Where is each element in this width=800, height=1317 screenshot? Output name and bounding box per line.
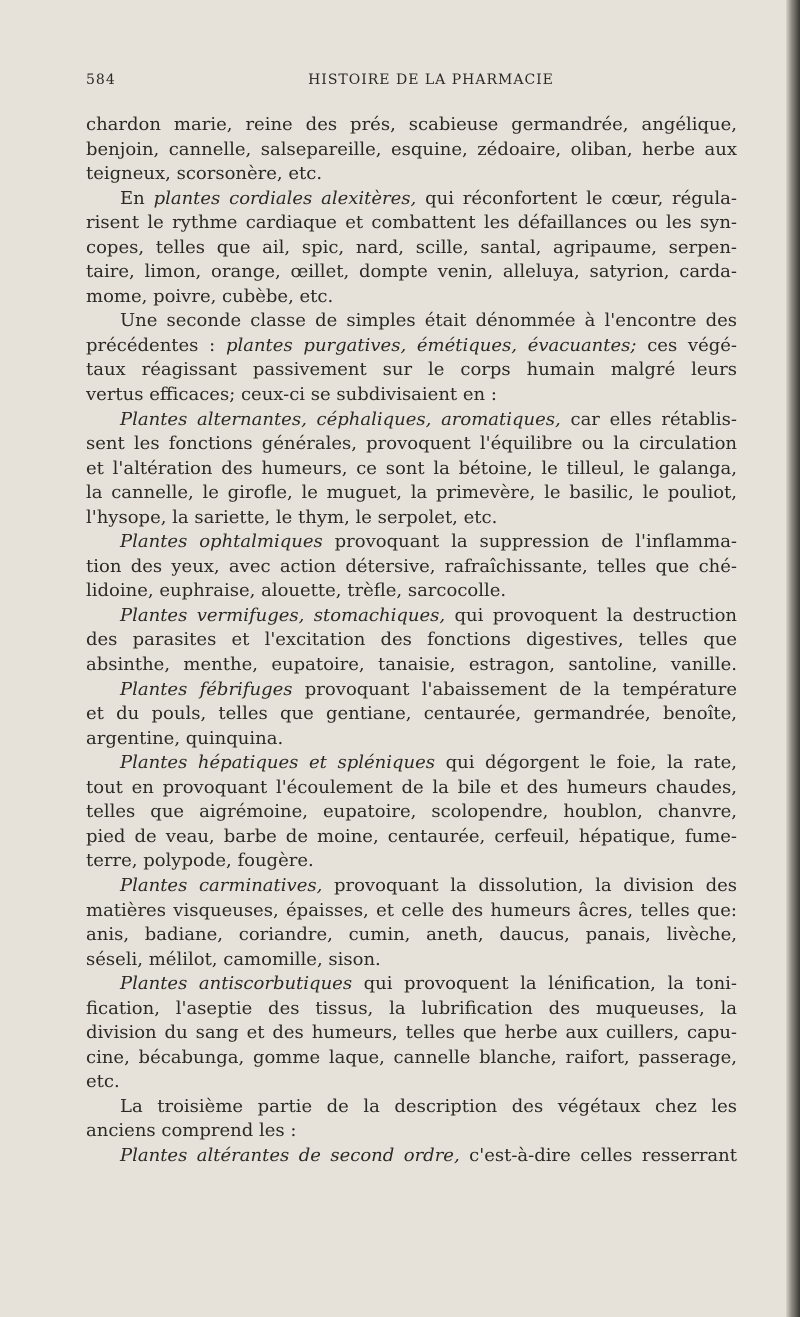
- text-segment: terre, polypode, fougère.: [86, 850, 314, 872]
- text-line: [86, 972, 737, 997]
- text-line: [86, 506, 737, 531]
- text-line: [86, 481, 737, 506]
- text-segment: benjoin, cannelle, salsepareille, esquine, zédoaire, oliban, herbe aux: [86, 138, 737, 160]
- text-segment: c'est-à-dire celles resserrant: [459, 1144, 737, 1166]
- text-line: [86, 948, 737, 973]
- text-line: [86, 187, 737, 212]
- text-line: [86, 1095, 737, 1120]
- text-segment: pied de veau, barbe de moine, centaurée, cerfeuil, hépatique, fume-: [86, 825, 737, 847]
- italic-text: Plantes altérantes de second ordre,: [120, 1144, 460, 1166]
- italic-text: Plantes carminatives,: [120, 874, 323, 896]
- text-segment: sent les fonctions générales, provoquent l'équilibre ou la circulation: [86, 433, 737, 455]
- text-segment: fication, l'aseptie des tissus, la lubrification des muqueuses, la: [86, 997, 737, 1019]
- text-line: [86, 236, 737, 261]
- text-segment: et du pouls, telles que gentiane, centaurée, germandrée, benoîte,: [86, 703, 737, 725]
- text-line: [86, 309, 737, 334]
- text-segment: précédentes :: [86, 334, 226, 356]
- italic-text: Plantes hépatiques et spléniques: [120, 752, 435, 774]
- text-line: [86, 702, 737, 727]
- text-line: [86, 334, 737, 359]
- text-line: [86, 874, 737, 899]
- text-segment: qui réconfortent le cœur, régula-: [416, 187, 737, 209]
- text-line: [86, 383, 737, 408]
- text-line: [86, 358, 737, 383]
- text-segment: provoquant la dissolution, la division des: [322, 874, 737, 896]
- text-segment: division du sang et des humeurs, telles que herbe aux cuillers, capu-: [86, 1022, 737, 1044]
- text-segment: qui provoquent la destruction: [445, 604, 737, 626]
- text-line: [86, 776, 737, 801]
- text-line: [86, 530, 737, 555]
- text-segment: anciens comprend les :: [86, 1120, 297, 1142]
- text-segment: l'hysope, la sariette, le thym, le serpolet, etc.: [86, 506, 498, 528]
- text-segment: taire, limon, orange, œillet, dompte venin, alleluya, satyrion, carda-: [86, 261, 737, 283]
- text-line: [86, 432, 737, 457]
- text-line: [86, 604, 737, 629]
- text-line: [86, 1119, 737, 1144]
- italic-text: plantes purgatives, émétiques, évacuantes;: [225, 334, 637, 356]
- text-segment: qui dégorgent le foie, la rate,: [434, 752, 737, 774]
- body-text: [86, 113, 737, 1169]
- text-segment: matières visqueuses, épaisses, et celle des humeurs âcres, telles que:: [86, 899, 737, 921]
- text-segment: La troisième partie de la description des végétaux chez les: [120, 1095, 737, 1117]
- italic-text: Plantes alternantes, céphaliques, aromatiques,: [120, 408, 561, 430]
- text-segment: séseli, mélilot, camomille, sison.: [86, 948, 381, 970]
- text-segment: et l'altération des humeurs, ce sont la bétoine, le tilleul, le galanga,: [86, 457, 737, 479]
- text-segment: etc.: [86, 1071, 120, 1093]
- text-line: [86, 678, 737, 703]
- text-line: [86, 1070, 737, 1095]
- text-segment: provoquant l'abaissement de la température: [292, 678, 737, 700]
- text-line: [86, 555, 737, 580]
- text-segment: taux réagissant passivement sur le corps humain malgré leurs: [86, 359, 737, 381]
- text-line: [86, 825, 737, 850]
- text-line: [86, 849, 737, 874]
- text-line: [86, 138, 737, 163]
- text-line: [86, 260, 737, 285]
- text-line: [86, 653, 737, 678]
- text-line: [86, 1021, 737, 1046]
- text-line: [86, 457, 737, 482]
- text-segment: cine, bécabunga, gomme laque, cannelle blanche, raifort, passerage,: [86, 1046, 737, 1068]
- page-number: 584: [86, 72, 116, 88]
- text-segment: copes, telles que ail, spic, nard, scille, santal, agripaume, serpen-: [86, 236, 737, 258]
- text-segment: chardon marie, reine des prés, scabieuse germandrée, angélique,: [86, 114, 737, 135]
- text-segment: lidoine, euphraise, alouette, trèfle, sarcocolle.: [86, 580, 507, 602]
- text-line: [86, 285, 737, 310]
- text-segment: teigneux, scorsonère, etc.: [86, 163, 323, 185]
- italic-text: Plantes ophtalmiques: [120, 531, 323, 553]
- text-segment: risent le rythme cardiaque et combattent les défaillances ou les syn-: [86, 212, 737, 234]
- text-segment: En: [120, 187, 154, 209]
- text-segment: ces végé-: [636, 334, 737, 356]
- text-line: [86, 408, 737, 433]
- page-header: [86, 72, 736, 94]
- text-segment: car elles rétablis-: [560, 408, 738, 430]
- text-line: [86, 211, 737, 236]
- text-segment: la cannelle, le girofle, le muguet, la primevère, le basilic, le pouliot,: [86, 482, 737, 504]
- text-segment: qui provoquent la lénification, la toni-: [352, 973, 737, 995]
- text-line: [86, 1144, 737, 1169]
- text-segment: mome, poivre, cubèbe, etc.: [86, 285, 334, 307]
- text-segment: des parasites et l'excitation des fonctions digestives, telles que: [86, 629, 737, 651]
- text-line: [86, 162, 737, 187]
- page-edge-shadow: [786, 0, 800, 1317]
- text-segment: Une seconde classe de simples était dénommée à l'encontre des: [120, 310, 737, 332]
- text-line: [86, 800, 737, 825]
- text-line: [86, 727, 737, 752]
- text-segment: tion des yeux, avec action détersive, rafraîchissante, telles que ché-: [86, 555, 737, 577]
- text-line: [86, 628, 737, 653]
- text-segment: absinthe, menthe, eupatoire, tanaisie, estragon, santoline, vanille.: [86, 654, 737, 676]
- text-segment: telles que aigrémoine, eupatoire, scolopendre, houblon, chanvre,: [86, 801, 737, 823]
- italic-text: Plantes antiscorbutiques: [120, 973, 353, 995]
- text-line: [86, 899, 737, 924]
- text-segment: vertus efficaces; ceux-ci se subdivisaient en :: [86, 384, 497, 406]
- text-segment: anis, badiane, coriandre, cumin, aneth, daucus, panais, livèche,: [86, 924, 737, 946]
- running-title: HISTOIRE DE LA PHARMACIE: [308, 72, 554, 88]
- text-line: [86, 113, 737, 138]
- text-line: [86, 923, 737, 948]
- text-line: [86, 579, 737, 604]
- text-line: [86, 751, 737, 776]
- italic-text: Plantes fébrifuges: [120, 678, 293, 700]
- text-line: [86, 997, 737, 1022]
- italic-text: Plantes vermifuges, stomachiques,: [120, 604, 446, 626]
- text-segment: provoquant la suppression de l'inflamma-: [322, 531, 738, 553]
- text-segment: argentine, quinquina.: [86, 727, 284, 749]
- text-segment: tout en provoquant l'écoulement de la bile et des humeurs chaudes,: [86, 776, 737, 798]
- text-line: [86, 1046, 737, 1071]
- italic-text: plantes cordiales alexitères,: [153, 187, 417, 209]
